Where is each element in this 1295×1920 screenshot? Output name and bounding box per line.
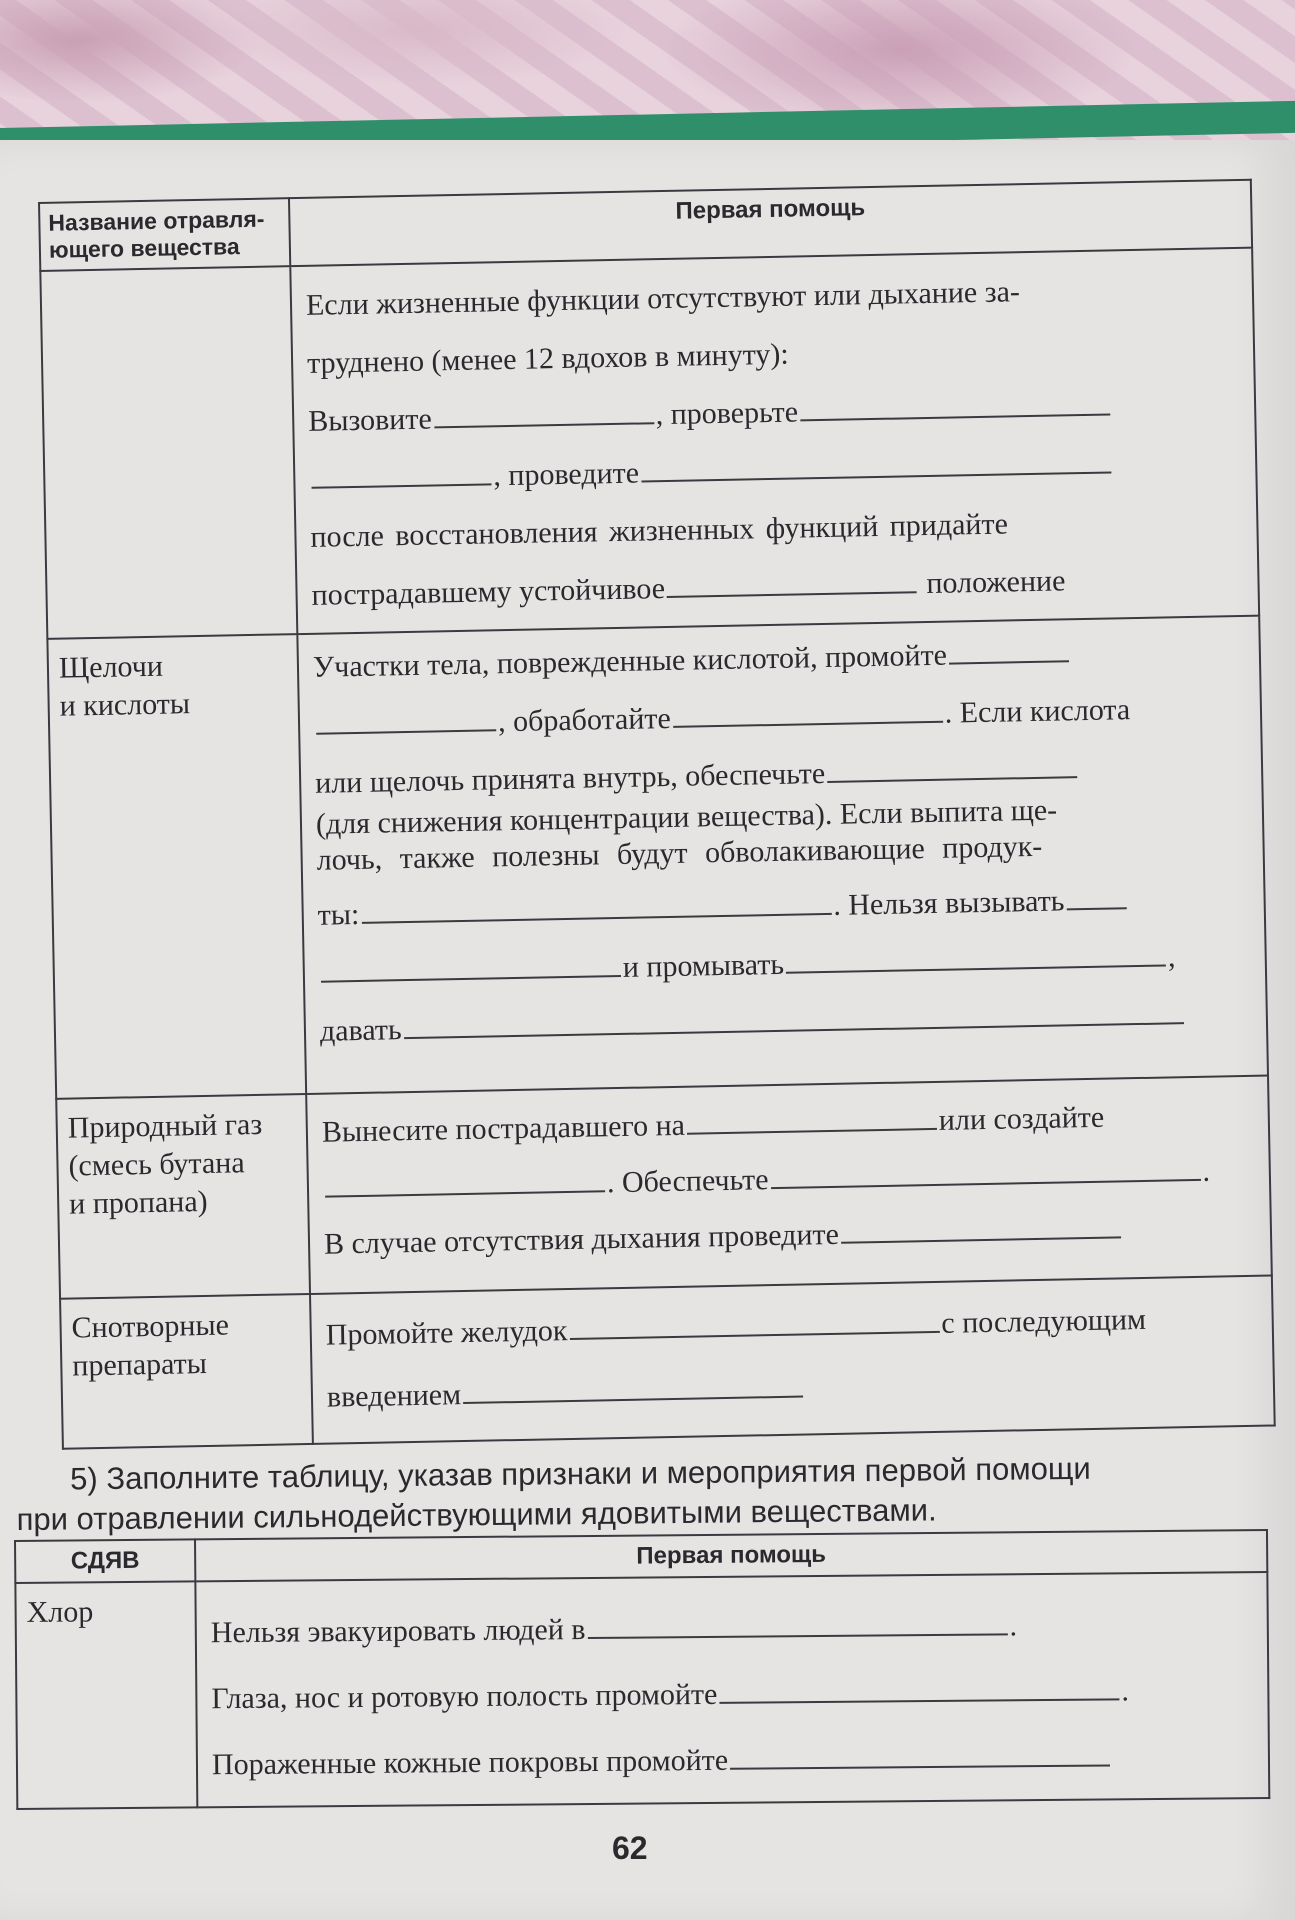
text-fragment: пострадавшему устойчивое bbox=[311, 572, 666, 612]
text-line bbox=[313, 627, 1246, 691]
substance-column-header: Название отравля- ющего вещества bbox=[39, 198, 290, 271]
text-line: (для снижения концентрации вещества). Если выпита ще- bbox=[315, 793, 1058, 841]
text-line: лочь, также полезны будут обволакивающие продук- bbox=[316, 829, 1043, 877]
text-fragment: и промывать bbox=[622, 947, 785, 984]
answer-blank[interactable] bbox=[569, 1305, 939, 1340]
answer-blank[interactable] bbox=[949, 634, 1070, 664]
answer-blank[interactable] bbox=[1066, 881, 1127, 910]
text-line: Нельзя эвакуировать людей в . bbox=[210, 1609, 1018, 1650]
text-fragment: Участки тела, поврежденные кислотой, промойте bbox=[312, 638, 948, 684]
text-fragment: давать bbox=[319, 1013, 402, 1048]
text-fragment: , проведите bbox=[493, 456, 640, 493]
text-fragment: введением bbox=[326, 1378, 462, 1414]
table-row bbox=[47, 616, 1268, 1099]
first-aid-cell bbox=[195, 1572, 1269, 1807]
text-fragment: Вынесите пострадавшего на bbox=[321, 1108, 686, 1149]
text-line: после восстановления жизненных функций придайте bbox=[310, 507, 1009, 554]
answer-blank[interactable] bbox=[321, 949, 621, 983]
text-line bbox=[317, 875, 1250, 939]
text-line: труднено (менее 12 вдохов в минуту): bbox=[306, 337, 790, 380]
answer-blank[interactable] bbox=[687, 1102, 937, 1135]
text-line: Если жизненные функции отсутствуют или дыхание за- bbox=[305, 275, 1021, 322]
text-fragment: Нельзя эвакуировать людей в bbox=[210, 1613, 586, 1650]
answer-blank[interactable] bbox=[587, 1607, 1007, 1639]
text-line: Глаза, нос и ротовую полость промойте . bbox=[211, 1674, 1130, 1716]
text-line: . Обеспечьте . bbox=[322, 1143, 1255, 1217]
text-fragment: , обработайте bbox=[497, 701, 672, 739]
text-fragment: или создайте bbox=[938, 1100, 1105, 1137]
table-row bbox=[15, 1572, 1269, 1809]
answer-blank[interactable] bbox=[667, 565, 917, 598]
text-fragment: Вызовите bbox=[307, 402, 433, 438]
answer-blank[interactable] bbox=[719, 1672, 1119, 1703]
text-fragment: . Обеспечьте bbox=[606, 1163, 769, 1200]
text-fragment: . Нельзя вызывать bbox=[832, 884, 1065, 922]
text-fragment: Глаза, нос и ротовую полость промойте bbox=[211, 1677, 718, 1716]
first-aid-cell bbox=[290, 248, 1259, 634]
answer-blank[interactable] bbox=[841, 1210, 1121, 1243]
text-line bbox=[320, 991, 1253, 1055]
first-aid-cell bbox=[310, 1276, 1275, 1444]
sdyav-table bbox=[14, 1529, 1270, 1810]
answer-blank[interactable] bbox=[800, 387, 1110, 421]
text-fragment: ты: bbox=[317, 897, 360, 932]
text-line bbox=[314, 685, 1247, 749]
substance-name-cell: Щелочи и кислоты bbox=[47, 634, 306, 1099]
answer-blank[interactable] bbox=[730, 1738, 1110, 1769]
table-row bbox=[56, 1076, 1272, 1299]
first-aid-column-header: Первая помощь bbox=[195, 1530, 1267, 1581]
text-line bbox=[212, 1723, 1255, 1798]
sdyav-column-header: СДЯВ bbox=[15, 1539, 195, 1583]
answer-blank[interactable] bbox=[641, 445, 1111, 482]
substance-name-cell: Хлор bbox=[15, 1581, 197, 1809]
substance-name-cell: Природный газ (смесь бутана и пропана) bbox=[56, 1094, 310, 1299]
text-fragment: или щелочь принята внутрь, обеспечьте bbox=[314, 756, 826, 800]
table-row bbox=[60, 1276, 1275, 1449]
text-line: и промывать , bbox=[318, 933, 1251, 997]
answer-blank[interactable] bbox=[463, 1370, 803, 1405]
substance-name-cell bbox=[40, 266, 297, 639]
text-fragment: В случае отсутствия дыхания проведите bbox=[323, 1217, 840, 1261]
text-fragment: , проверьте bbox=[655, 395, 799, 432]
answer-blank[interactable] bbox=[827, 750, 1077, 783]
workbook-page bbox=[0, 140, 1295, 1920]
task-5-line: 5) Заполните таблицу, указав признаки и мероприятия первой помощи bbox=[70, 1450, 1091, 1497]
substance-name-cell: Снотворные препараты bbox=[60, 1294, 313, 1449]
answer-blank[interactable] bbox=[770, 1153, 1200, 1189]
table-row bbox=[40, 248, 1259, 639]
answer-blank[interactable] bbox=[361, 887, 831, 924]
answer-blank[interactable] bbox=[325, 1164, 605, 1197]
first-aid-table bbox=[38, 179, 1276, 1450]
text-fragment: Промойте желудок bbox=[325, 1314, 568, 1352]
answer-blank[interactable] bbox=[311, 457, 492, 488]
answer-blank[interactable] bbox=[403, 996, 1183, 1039]
first-aid-cell bbox=[297, 616, 1268, 1094]
text-fragment: положение bbox=[926, 564, 1066, 601]
task-5-line: при отравлении сильнодействующими ядовитыми веществами. bbox=[16, 1492, 937, 1537]
task-5-text bbox=[16, 1447, 1267, 1540]
page-number: 62 bbox=[612, 1830, 648, 1866]
text-fragment: Пораженные кожные покровы промойте bbox=[211, 1743, 729, 1782]
answer-blank[interactable] bbox=[672, 695, 942, 728]
text-fragment: . Если кислота bbox=[944, 693, 1131, 730]
answer-blank[interactable] bbox=[316, 703, 497, 734]
first-aid-column-header: Первая помощь bbox=[289, 180, 1252, 266]
first-aid-cell bbox=[306, 1076, 1272, 1294]
answer-blank[interactable] bbox=[433, 396, 653, 428]
text-fragment: с последующим bbox=[941, 1302, 1147, 1340]
answer-blank[interactable] bbox=[786, 938, 1166, 973]
